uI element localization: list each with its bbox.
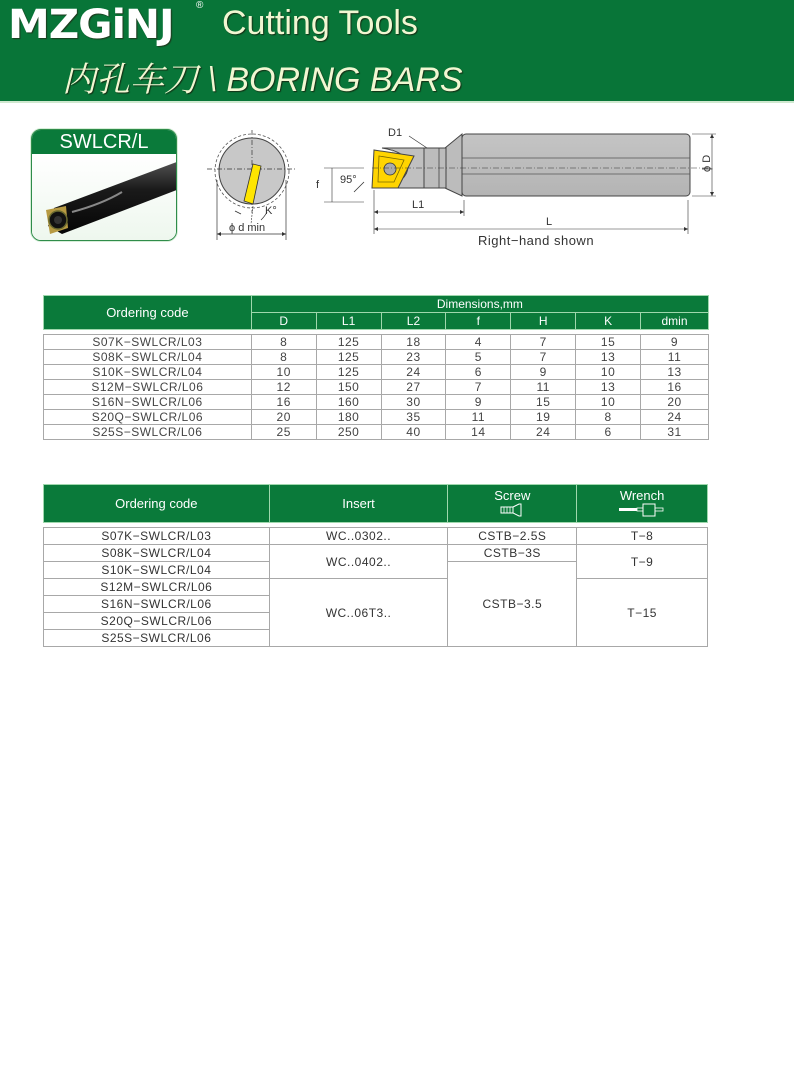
table-row [44,545,708,562]
cell-l2: 40 [381,425,446,440]
wrench-header [577,485,708,523]
ordering-code: S16N−SWLCR/L06 [44,395,252,410]
cell-l2: 35 [381,410,446,425]
screw-header [448,485,577,523]
boring-bar-photo [32,154,176,240]
screw-cell: CSTB−3S [448,545,577,562]
table-row [44,380,709,395]
cell-l1: 180 [316,410,381,425]
cell-k: 10 [576,395,641,410]
dmin-label: ϕ d min [229,222,266,234]
cell-d: 25 [251,425,316,440]
cell-l1: 125 [316,365,381,380]
ordering-code: S10K−SWLCR/L04 [44,365,252,380]
header-banner [0,0,794,101]
k-angle-label: K° [265,205,277,217]
cell-h: 15 [511,395,576,410]
l1-label: L1 [412,199,425,211]
ordering-code: S16N−SWLCR/L06 [44,596,270,613]
cell-dmin: 24 [641,410,709,425]
dimensions-table [43,295,709,440]
cell-h: 24 [511,425,576,440]
d-label: ϕ D [701,154,713,172]
insert-cell: WC..0302.. [269,528,448,545]
cell-d: 8 [251,335,316,350]
product-card [31,129,177,241]
wrench-header-label: Wrench [619,487,665,503]
cell-k: 8 [576,410,641,425]
ordering-code: S12M−SWLCR/L06 [44,579,270,596]
cell-l1: 150 [316,380,381,395]
cell-l1: 125 [316,350,381,365]
cell-k: 15 [576,335,641,350]
ordering-code: S10K−SWLCR/L04 [44,562,270,579]
table-row [44,579,708,596]
cell-dmin: 16 [641,380,709,395]
registered-mark: ® [196,0,204,11]
ordering-code-header: Ordering code [44,296,252,330]
cell-h: 9 [511,365,576,380]
cell-l1: 160 [316,395,381,410]
cell-dmin: 13 [641,365,709,380]
cell-d: 20 [251,410,316,425]
col-header-k: K [576,313,641,330]
cell-h: 7 [511,350,576,365]
d1-label: D1 [388,127,403,139]
cell-h: 7 [511,335,576,350]
cell-l1: 250 [316,425,381,440]
cell-l2: 27 [381,380,446,395]
ordering-code: S20Q−SWLCR/L06 [44,410,252,425]
screw-cell: CSTB−2.5S [448,528,577,545]
cell-f: 7 [446,380,511,395]
ordering-code: S07K−SWLCR/L03 [44,335,252,350]
side-view-diagram [312,122,722,250]
screw-cell: CSTB−3.5 [448,562,577,647]
cell-d: 12 [251,380,316,395]
cell-k: 13 [576,380,641,395]
table-row [44,335,709,350]
cell-d: 16 [251,395,316,410]
cell-k: 6 [576,425,641,440]
col-header-l1: L1 [316,313,381,330]
l-label: L [546,216,553,228]
cell-f: 11 [446,410,511,425]
header-divider [0,101,794,103]
col-header-l2: L2 [381,313,446,330]
ordering-code: S08K−SWLCR/L04 [44,545,270,562]
angle-95-label: 95° [340,174,357,186]
ordering-code: S25S−SWLCR/L06 [44,425,252,440]
cell-l2: 24 [381,365,446,380]
insert-cell: WC..0402.. [269,545,448,579]
cell-dmin: 20 [641,395,709,410]
ordering-code: S20Q−SWLCR/L06 [44,613,270,630]
screw-icon [497,503,527,517]
table-row [44,425,709,440]
wrench-icon [617,503,667,517]
ordering-code: S25S−SWLCR/L06 [44,630,270,647]
f-label: f [316,179,320,191]
parts-table [43,484,708,647]
col-header-f: f [446,313,511,330]
col-header-dmin: dmin [641,313,709,330]
cell-dmin: 11 [641,350,709,365]
cell-dmin: 9 [641,335,709,350]
cell-h: 11 [511,380,576,395]
table-row [44,350,709,365]
cell-k: 10 [576,365,641,380]
cell-f: 5 [446,350,511,365]
brand-logo: MZGiNJ [8,2,174,48]
screw-header-label: Screw [494,487,531,503]
right-hand-caption: Right−hand shown [478,233,595,248]
cell-dmin: 31 [641,425,709,440]
cell-k: 13 [576,350,641,365]
cross-section-diagram [205,128,300,240]
cell-d: 8 [251,350,316,365]
cell-h: 19 [511,410,576,425]
cell-f: 9 [446,395,511,410]
cell-f: 14 [446,425,511,440]
cell-d: 10 [251,365,316,380]
cell-l2: 30 [381,395,446,410]
product-card-title: SWLCR/L [32,130,176,154]
col-header-d: D [251,313,316,330]
dimensions-group-header: Dimensions,mm [251,296,708,313]
ordering-code: S08K−SWLCR/L04 [44,350,252,365]
table-row [44,365,709,380]
ordering-code: S12M−SWLCR/L06 [44,380,252,395]
table-row [44,528,708,545]
insert-header: Insert [269,485,448,523]
wrench-cell: T−9 [577,545,708,579]
col-header-h: H [511,313,576,330]
cell-l2: 18 [381,335,446,350]
ordering-code-header: Ordering code [44,485,270,523]
table-row [44,395,709,410]
cell-l2: 23 [381,350,446,365]
cell-f: 4 [446,335,511,350]
cell-f: 6 [446,365,511,380]
header-subtitle: 内孔车刀 \ BORING BARS [62,61,463,99]
ordering-code: S07K−SWLCR/L03 [44,528,270,545]
wrench-cell: T−8 [577,528,708,545]
insert-cell: WC..06T3.. [269,579,448,647]
header-title: Cutting Tools [222,4,418,42]
cell-l1: 125 [316,335,381,350]
wrench-cell: T−15 [577,579,708,647]
table-row [44,410,709,425]
